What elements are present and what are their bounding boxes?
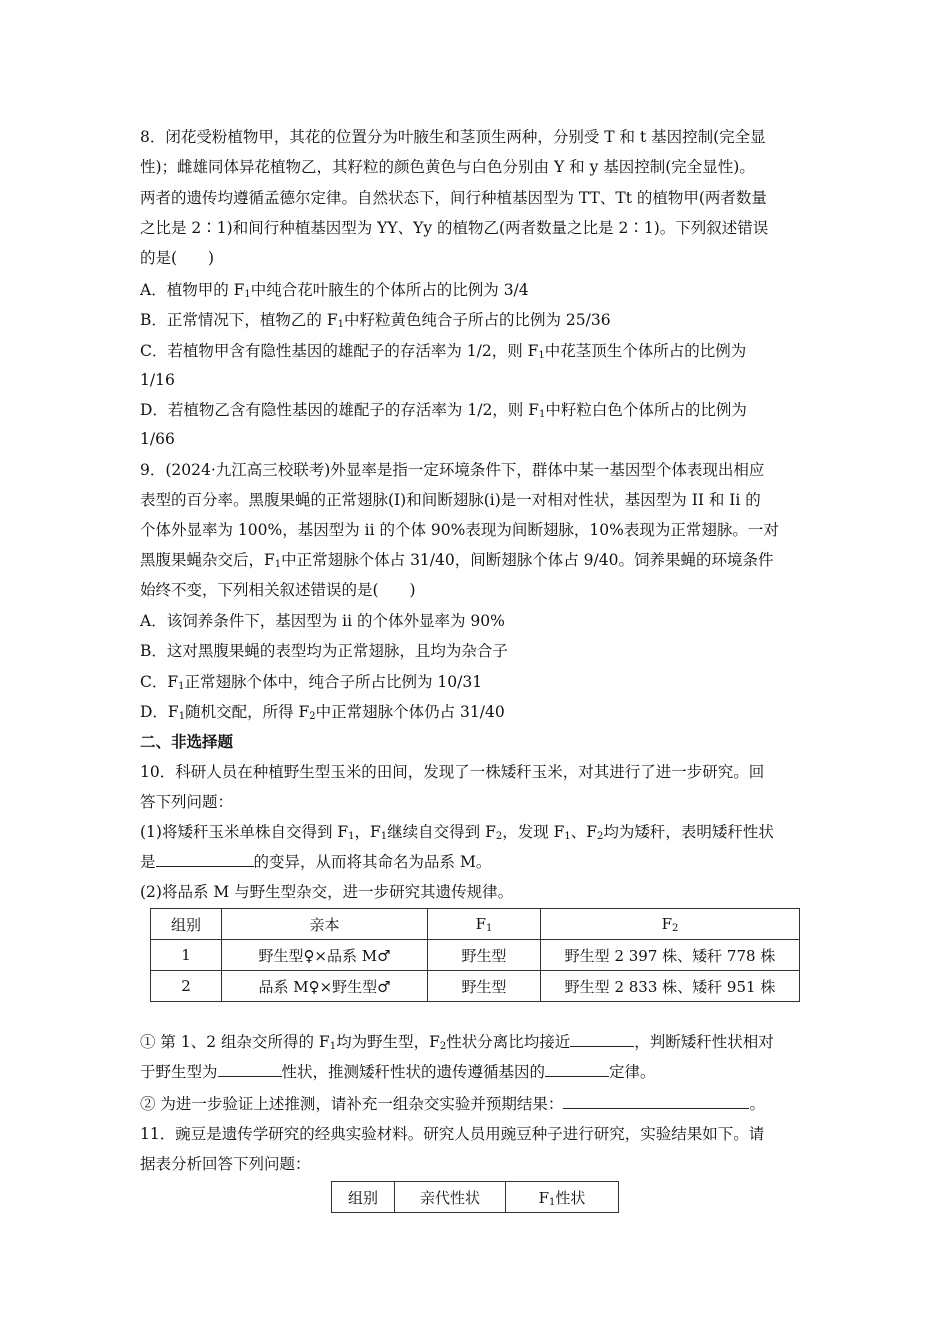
table-header: $F_1$ [428, 909, 541, 940]
q8-option-d: D．若植物乙含有隐性基因的雄配子的存活率为 1/2，则 $F_1$中籽粒白色个体所占的比例为 [140, 401, 747, 420]
q10-line-2: 答下列问题： [140, 793, 234, 811]
table-cell: 野生型 [428, 971, 541, 1002]
table-header: 亲本 [222, 909, 428, 940]
q9-line-1: 9．(2024·九江高三校联考)外显率是指一定环境条件下，群体中某一基因型个体表现出相应 [140, 461, 765, 479]
q8-line-1: 8．闭花受粉植物甲，其花的位置分为叶腋生和茎顶生两种，分别受 T 和 t 基因控制(完全显 [140, 128, 766, 146]
q11-line-2: 据表分析回答下列问题： [140, 1155, 311, 1173]
q11-line-1: 11．豌豆是遗传学研究的经典实验材料。研究人员用豌豆种子进行研究，实验结果如下。请 [140, 1125, 765, 1143]
table-header: $F_1$性状 [506, 1182, 619, 1213]
q10-part-1-cont: 是 的变异，从而将其命名为品系 M。 [140, 853, 492, 871]
q8-option-b: B．正常情况下，植物乙的 $F_1$中籽粒黄色纯合子所占的比例为 25/36 [140, 311, 611, 330]
table-cell: 1 [151, 940, 222, 971]
table-cell: 品系 M♀×野生型♂ [222, 971, 428, 1002]
q10-question-1: ① 第 1、2 组杂交所得的 $F_1$均为野生型，$F_2$性状分离比均接近 ，判断矮秆性状相对 [140, 1033, 774, 1052]
q10-part-2: (2)将品系 M 与野生型杂交，进一步研究其遗传规律。 [140, 883, 514, 901]
table-cell: 野生型♀×品系 M♂ [222, 940, 428, 971]
table-row [151, 940, 800, 971]
table-cell: 野生型 [428, 940, 541, 971]
q8-line-5: 的是( ) [140, 249, 215, 267]
table-cell: 野生型 2 397 株、矮秆 778 株 [541, 940, 800, 971]
q8-option-c: C．若植物甲含有隐性基因的雄配子的存活率为 1/2，则 $F_1$中花茎顶生个体所占的比例为 [140, 342, 747, 361]
q10-table [150, 908, 800, 1002]
table-header: 组别 [332, 1182, 395, 1213]
q10-part-1: (1)将矮秆玉米单株自交得到 $F_1$，$F_1$继续自交得到 $F_2$，发现 $F_1$、$F_2$均为矮秆，表明矮秆性状 [140, 823, 774, 842]
q8-line-4: 之比是 2∶1)和间行种植基因型为 YY、Yy 的植物乙(两者数量之比是 2∶1)。下列叙述错误 [140, 219, 769, 237]
q11-table [331, 1181, 619, 1213]
table-row [151, 971, 800, 1002]
q8-option-a: A．植物甲的 $F_1$中纯合花叶腋生的个体所占的比例为 3/4 [140, 281, 529, 300]
q10-question-1-cont: 于野生型为 性状，推测矮秆性状的遗传遵循基因的 定律。 [140, 1063, 656, 1081]
table-header: 亲代性状 [395, 1182, 506, 1213]
answer-blank [218, 1062, 282, 1077]
q9-option-a: A．该饲养条件下，基因型为 ii 的个体外显率为 90% [140, 612, 505, 630]
answer-blank [563, 1094, 749, 1109]
q9-line-4: 黑腹果蝇杂交后，$F_1$中正常翅脉个体占 31/40，间断翅脉个体占 9/40。饲养果蝇的环境条件 [140, 551, 774, 570]
q9-option-b: B．这对黑腹果蝇的表型均为正常翅脉，且均为杂合子 [140, 642, 508, 660]
q9-option-d: D．$F_1$随机交配，所得 $F_2$中正常翅脉个体仍占 31/40 [140, 703, 505, 722]
table-header-row [332, 1182, 619, 1213]
table-cell: 野生型 2 833 株、矮秆 951 株 [541, 971, 800, 1002]
q9-option-c: C．$F_1$正常翅脉个体中，纯合子所占比例为 10/31 [140, 673, 483, 692]
table-header: $F_2$ [541, 909, 800, 940]
answer-blank [156, 852, 254, 867]
q9-line-2: 表型的百分率。黑腹果蝇的正常翅脉(I)和间断翅脉(i)是一对相对性状，基因型为 II 和 Ii 的 [140, 491, 761, 509]
q9-line-3: 个体外显率为 100%，基因型为 ii 的个体 90%表现为间断翅脉，10%表现为正常翅脉。一对 [140, 521, 779, 539]
answer-blank [570, 1032, 634, 1047]
q8-option-d-cont: 1/66 [140, 430, 175, 448]
table-cell: 2 [151, 971, 222, 1002]
q8-option-c-cont: 1/16 [140, 371, 175, 389]
q8-line-2: 性)；雌雄同体异花植物乙，其籽粒的颜色黄色与白色分别由 Y 和 y 基因控制(完全显性)。 [140, 158, 755, 176]
q8-line-3: 两者的遗传均遵循孟德尔定律。自然状态下，间行种植基因型为 TT、Tt 的植物甲(两者数量 [140, 189, 767, 207]
table-header: 组别 [151, 909, 222, 940]
q10-line-1: 10．科研人员在种植野生型玉米的田间，发现了一株矮秆玉米，对其进行了进一步研究。回 [140, 763, 765, 781]
table-header-row [151, 909, 800, 940]
q10-question-2: ② 为进一步验证上述推测，请补充一组杂交实验并预期结果： 。 [140, 1095, 765, 1113]
answer-blank [545, 1062, 609, 1077]
section-heading: 二、非选择题 [140, 732, 234, 751]
q9-line-5: 始终不变，下列相关叙述错误的是( ) [140, 581, 416, 599]
